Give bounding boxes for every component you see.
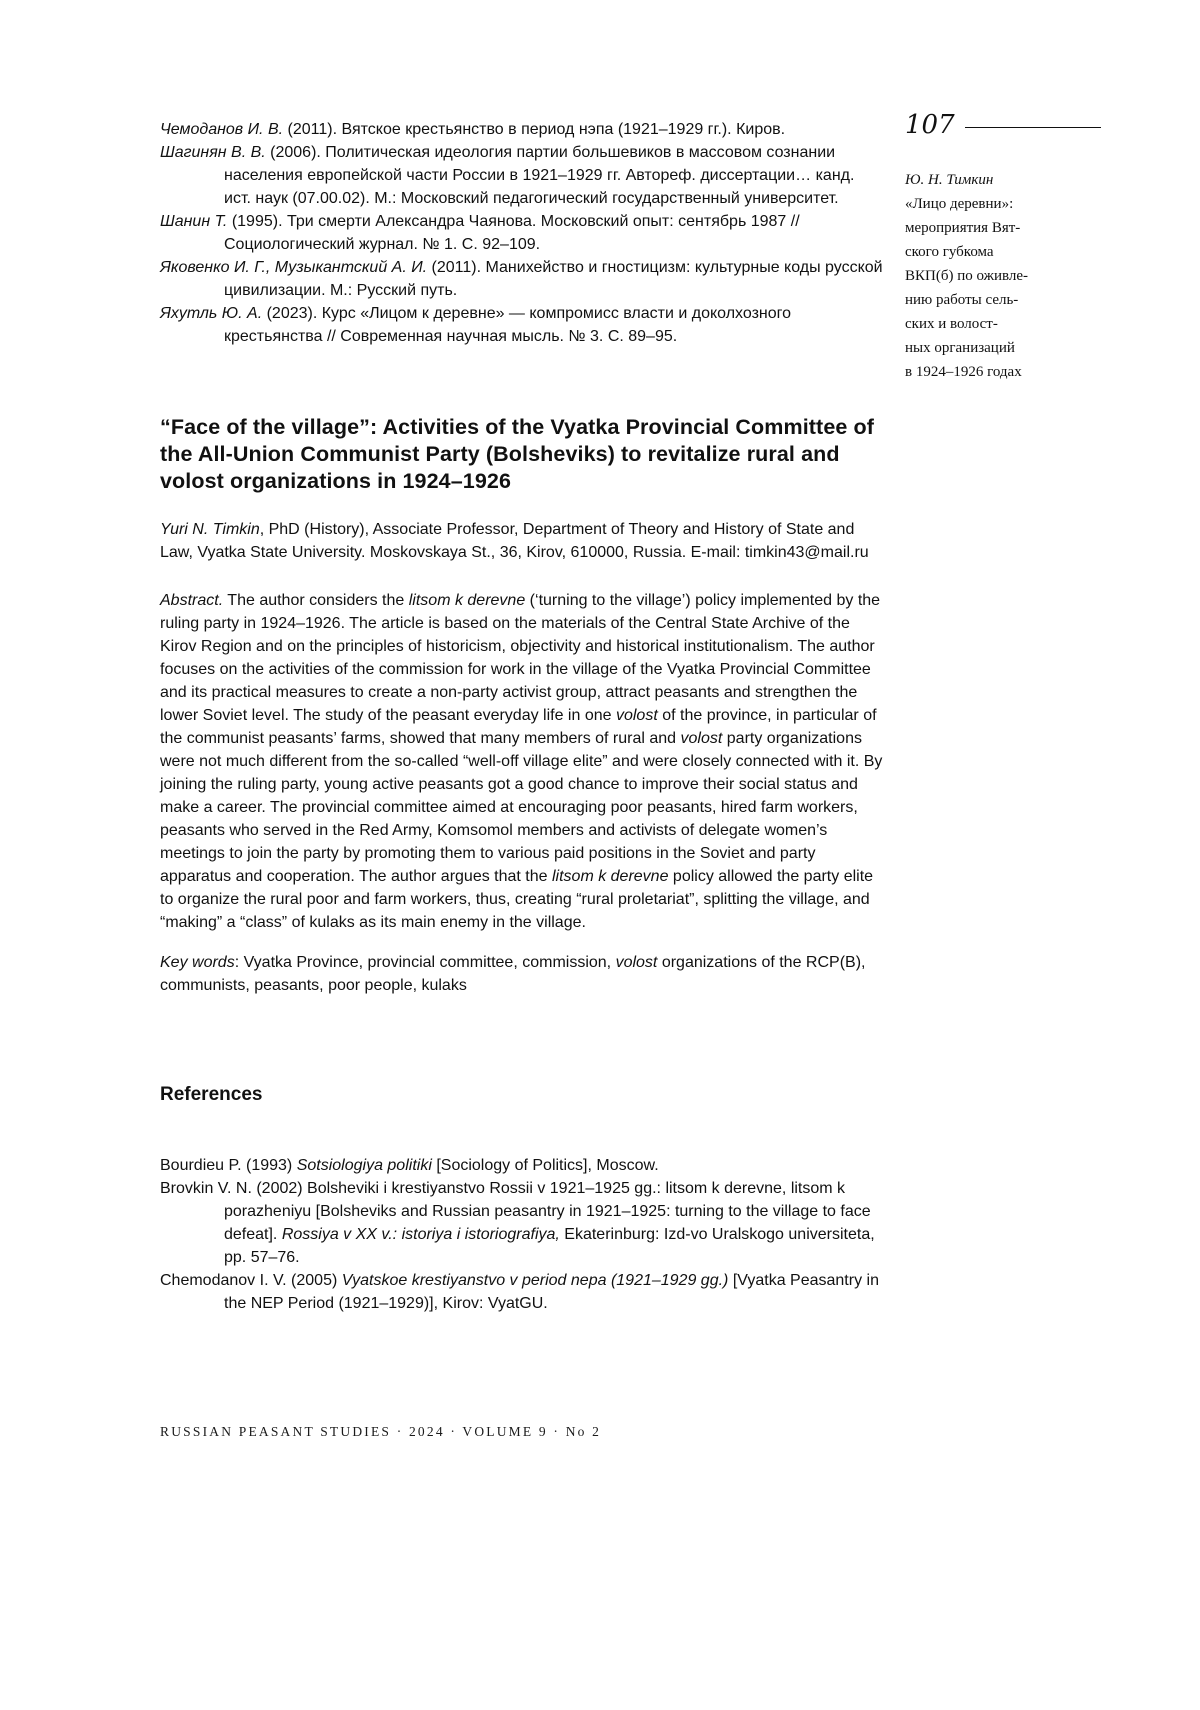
running-head-caption bbox=[905, 168, 1055, 384]
running-head-line: ского губкома bbox=[905, 244, 994, 260]
reference-item: Шагинян В. В. (2006). Политическая идеология партии большевиков в массовом сознании населения европейской части России в 1921–1929 гг. Автореф. диссертации… канд. ист. наук (07.00.02). М.: Московский педагогический государственный университет. bbox=[160, 144, 855, 207]
references-heading: References bbox=[160, 1084, 263, 1105]
running-head-line: «Лицо деревни»: bbox=[905, 196, 1014, 212]
article-title: “Face of the village”: Activities of the Vyatka Provincial Committee of the All-Union Communist Party (Bolsheviks) to revitalize rural and volost organizations in 1924–1926 bbox=[160, 415, 874, 493]
keywords-paragraph: Key words: Vyatka Province, provincial committee, commission, volost organizations of the RCP(B), communists, peasants, poor people, kulaks bbox=[160, 954, 866, 994]
running-head-line: нию работы сель- bbox=[905, 292, 1019, 308]
author-info: Yuri N. Timkin, PhD (History), Associate Professor, Department of Theory and History of State and Law, Vyatka State University. Moskovskaya St., 36, Kirov, 610000, Russia. E-mail: timkin43@mail.ru bbox=[160, 521, 869, 561]
main-column bbox=[160, 118, 884, 1315]
journal-footer: RUSSIAN PEASANT STUDIES · 2024 · VOLUME 9 · No 2 bbox=[160, 1424, 602, 1439]
english-reference-list bbox=[160, 1154, 884, 1315]
margin-sidebar bbox=[905, 110, 1101, 384]
russian-reference-list bbox=[160, 118, 884, 348]
running-head-line: ных организаций bbox=[905, 340, 1015, 356]
page-number-row bbox=[905, 110, 1101, 140]
abstract-paragraph: Abstract. The author considers the litsom k derevne (‘turning to the village’) policy implemented by the ruling party in 1924–1926. The article is based on the materials of the Central State Archive of the Kirov Region and on the principles of historicism, objectivity and historical institutionalism. The author focuses on the activities of the commission for work in the village of the Vyatka Provincial Committee and its practical measures to create a non-party activist group, attract peasants and strengthen the lower Soviet level. The study of the peasant everyday life in one volost of the province, in particular of the communist peasants’ farms, showed that many members of rural and volost party organizations were not much different from the so-called “well-off village elite” and were closely connected with it. By joining the ruling party, young active peasants got a good chance to improve their social status and make a career. The provincial committee aimed at encouraging poor peasants, hired farm workers, peasants who served in the Red Army, Komsomol members and activists of delegate women’s meetings to join the party by promoting them to various paid positions in the Soviet and party apparatus and cooperation. The author argues that the litsom k derevne policy allowed the party elite to organize the rural poor and farm workers, thus, creating “rural proletariat”, splitting the village, and “making” a “class” of kulaks as its main enemy in the village. bbox=[160, 592, 883, 931]
reference-item: Яхутль Ю. А. (2023). Курс «Лицом к деревне» — компромисс власти и доколхозного крестьянства // Современная научная мысль. № 3. С. 89–95. bbox=[160, 305, 792, 345]
reference-item: Brovkin V. N. (2002) Bolsheviki i krestiyanstvo Rossii v 1921–1925 gg.: litsom k derevne, litsom k porazheniyu [Bolsheviks and Russian peasantry in 1921–1925: turning to the village to face defeat]. Rossiya v XX v.: istoriya i istoriografiya, Ekaterinburg: Izd-vo Uralskogo universiteta, pp. 57–76. bbox=[160, 1180, 875, 1266]
page-number-rule bbox=[965, 127, 1101, 128]
reference-item: Чемоданов И. В. (2011). Вятское крестьянство в период нэпа (1921–1929 гг.). Киров. bbox=[160, 121, 786, 138]
running-head-line: ВКП(б) по оживле- bbox=[905, 268, 1029, 284]
reference-item: Яковенко И. Г., Музыкантский А. И. (2011). Манихейство и гностицизм: культурные коды русской цивилизации. М.: Русский путь. bbox=[160, 259, 883, 299]
reference-item: Шанин Т. (1995). Три смерти Александра Чаянова. Московский опыт: сентябрь 1987 // Социологический журнал. № 1. С. 92–109. bbox=[160, 213, 800, 253]
page-number: 107 bbox=[905, 110, 955, 140]
reference-item: Bourdieu P. (1993) Sotsiologiya politiki [Sociology of Politics], Moscow. bbox=[160, 1157, 659, 1174]
running-head-line: в 1924–1926 годах bbox=[905, 364, 1022, 380]
running-head-line: ских и волост- bbox=[905, 316, 998, 332]
running-head-line: мероприятия Вят- bbox=[905, 220, 1021, 236]
running-head-author: Ю. Н. Тимкин bbox=[905, 172, 994, 188]
reference-item: Chemodanov I. V. (2005) Vyatskoe krestiyanstvo v period nepa (1921–1929 gg.) [Vyatka Peasantry in the NEP Period (1921–1929)], Kirov: VyatGU. bbox=[160, 1272, 879, 1312]
